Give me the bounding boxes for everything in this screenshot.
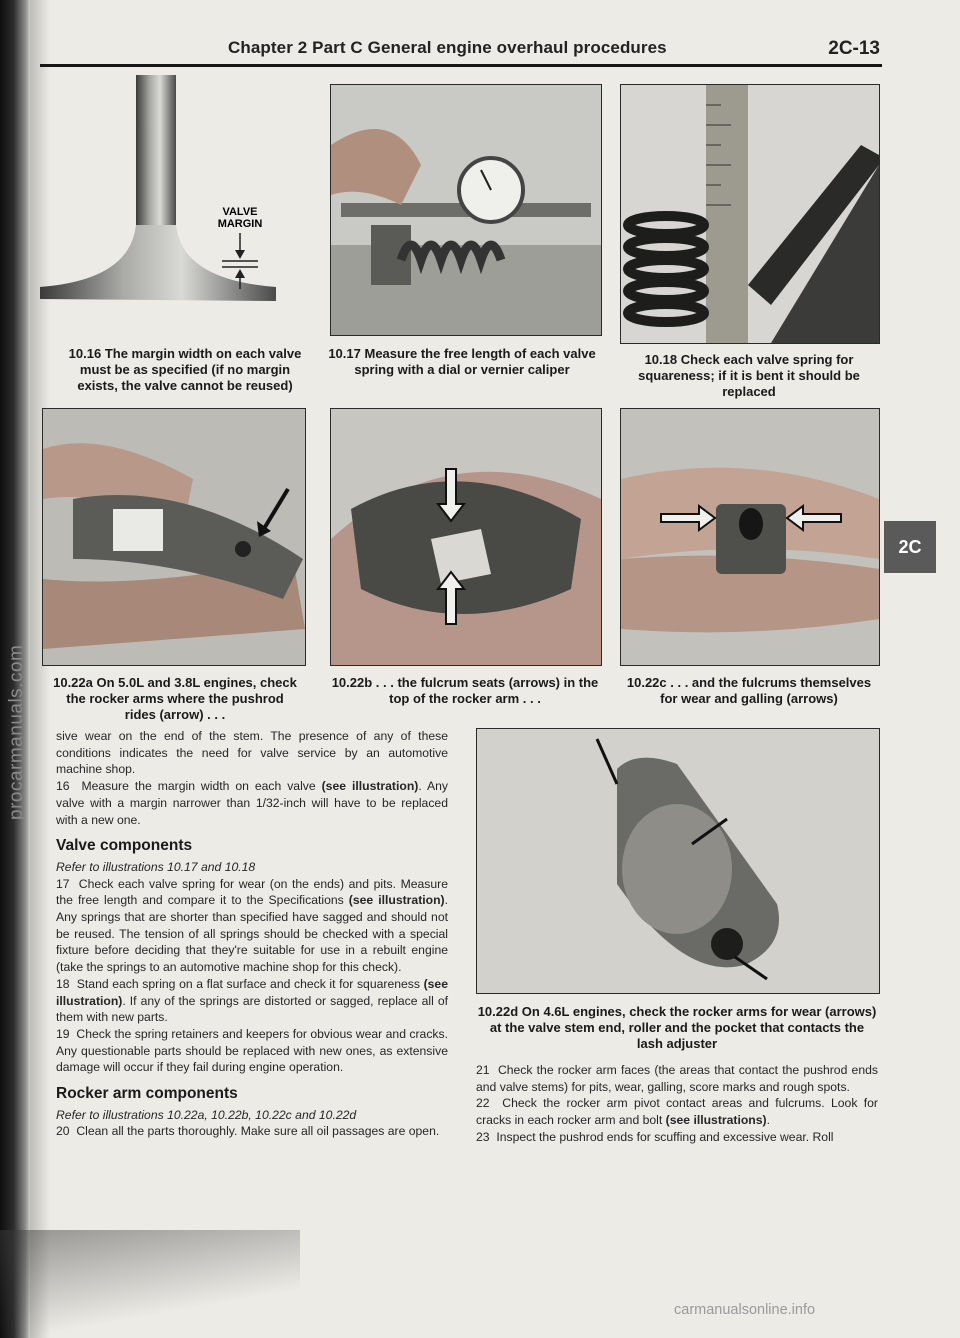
chapter-title: Chapter 2 Part C General engine overhaul procedures [228, 38, 667, 57]
fulcrum-seat-photo [331, 409, 601, 665]
heading-rocker-arm-components: Rocker arm components [56, 1085, 238, 1103]
para-16: 16 Measure the margin width on each valve (see illustration). Any valve with a margin narrower than 1/32-inch will have to be replaced with a new one. [56, 779, 448, 827]
para-19: 19 Check the spring retainers and keepers for obvious wear and cracks. Any questionable parts should be replaced with new ones, as extensive damage will occur if they fail during engine operation. [56, 1026, 448, 1075]
caption-10-18: 10.18 Check each valve spring for squareness; if it is bent it should be replaced [638, 352, 860, 399]
caption-10-22b: 10.22b . . . the fulcrum seats (arrows) in the top of the rocker arm . . . [331, 675, 599, 706]
heading-valve-components: Valve components [56, 837, 193, 855]
caliper-spring-photo [331, 85, 601, 335]
caption-10-16: 10.16 The margin width on each valve must be as specified (if no margin exists, the valve cannot be reused) [68, 346, 302, 393]
spring-square-photo [621, 85, 879, 343]
photo-10-22a [42, 408, 306, 666]
section-tab: 2C [884, 521, 936, 573]
header-rule [40, 64, 882, 67]
right-text-column [476, 1062, 878, 1146]
para-20: 20 Clean all the parts thoroughly. Make sure all oil passages are open. [56, 1124, 440, 1139]
page-curl-shadow [0, 1230, 300, 1338]
valve-margin-drawing [40, 75, 310, 335]
caption-10-17: 10.17 Measure the free length of each valve spring with a dial or vernier caliper [328, 346, 596, 377]
caption-10-22d: 10.22d On 4.6L engines, check the rocker arms for wear (arrows) at the valve stem end, roller and the pocket that contacts the lash adjuster [477, 1004, 877, 1051]
photo-10-22c [620, 408, 880, 666]
caption-10-22c: 10.22c . . . and the fulcrums themselves for wear and galling (arrows) [626, 675, 872, 706]
rocker-arm-4-6-photo [477, 729, 879, 993]
figure-10-16 [40, 75, 310, 335]
valve-label-bottom: MARGIN [217, 218, 263, 230]
fulcrum-photo [621, 409, 879, 665]
para-21: 21 Check the rocker arm faces (the areas that contact the pushrod ends and valve stems) for pits, wear, galling, score marks and rough spots. [476, 1063, 878, 1094]
para-22: 22 Check the rocker arm pivot contact areas and fulcrums. Look for cracks in each rocker arm and bolt (see illustrations). [476, 1096, 878, 1128]
left-text-column [56, 728, 448, 1140]
para-17: 17 Check each valve spring for wear (on the ends) and pits. Measure the free length and compare it to the Specifications (see illustration). Any springs that are shorter than specified have sagged and should not be reused. The tension of all springs should be checked with a special fixture before deciding that they're suitable for use in a rebuilt engine (take the springs to an automotive machine shop for this check). [56, 876, 448, 975]
valve-label-top: VALVE [222, 206, 258, 218]
photo-10-17 [330, 84, 602, 336]
photo-10-22d [476, 728, 880, 994]
photo-10-18 [620, 84, 880, 344]
side-watermark: procarmanuals.com [6, 644, 27, 820]
para-23: 23 Inspect the pushrod ends for scuffing and excessive wear. Roll [476, 1129, 834, 1144]
para-18: 18 Stand each spring on a flat surface and check it for squareness (see illustration). If any of the springs are distorted or sagged, replace all of them with new parts. [56, 976, 448, 1025]
caption-10-22a: 10.22a On 5.0L and 3.8L engines, check the rocker arms where the pushrod rides (arrow) . . . [53, 675, 297, 722]
footer-watermark: carmanualsonline.info [674, 1302, 816, 1318]
rocker-arm-5-0-photo [43, 409, 305, 665]
ref-valve-components: Refer to illustrations 10.17 and 10.18 [56, 859, 256, 874]
ref-rocker-arm-components: Refer to illustrations 10.22a, 10.22b, 10.22c and 10.22d [56, 1107, 357, 1122]
para-continued: sive wear on the end of the stem. The presence of any of these conditions indicates the need for valve service by an automotive machine shop. [56, 729, 448, 777]
photo-10-22b [330, 408, 602, 666]
page-number: 2C-13 [828, 38, 880, 59]
